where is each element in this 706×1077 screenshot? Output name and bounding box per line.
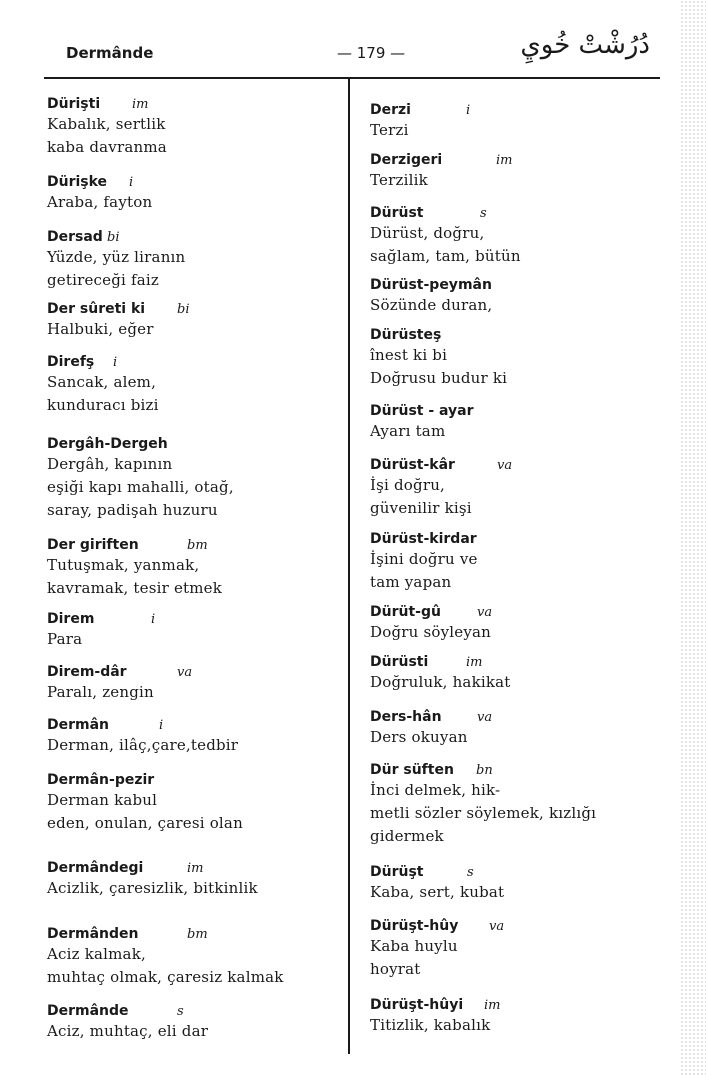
entry-headword: Der sûreti ki <box>47 301 146 317</box>
entry-definition-line: Dürüst, doğru, <box>370 224 485 242</box>
entry-headword: Dürüst <box>370 205 424 221</box>
entry-grammar-tag: va <box>477 710 493 725</box>
entry-headword: Dürüsti <box>370 654 429 670</box>
running-head-arabic: دُرُشْتْ خُويِ <box>520 30 650 60</box>
entry-definition-line: Yüzde, yüz liranın <box>47 248 186 266</box>
entry-definition-line: Halbuki, eğer <box>47 320 154 338</box>
entry-definition-line: güvenilir kişi <box>370 499 472 517</box>
entry-headword: Dürüşt-hûyi <box>370 997 464 1013</box>
entry-definition-line: Doğru söyleyan <box>370 623 492 641</box>
page-number: — 179 — <box>337 44 406 62</box>
entry-headword: Dürüst-kirdar <box>370 531 477 547</box>
entry-grammar-tag: bm <box>187 538 208 553</box>
entry-grammar-tag: bm <box>187 927 208 942</box>
entry-definition-line: Terzilik <box>370 171 428 189</box>
entry-definition-line: Araba, fayton <box>47 193 153 211</box>
entry-definition-line: Doğruluk, hakikat <box>370 673 511 691</box>
entry-definition-line: kavramak, tesir etmek <box>47 579 223 597</box>
entry-headword: Dürüşt <box>370 864 424 880</box>
entry-grammar-tag: i <box>151 612 156 627</box>
entry-definition-line: Kaba huylu <box>370 937 458 955</box>
entry-definition-line: sağlam, tam, bütün <box>370 247 521 265</box>
entry-grammar-tag: va <box>497 458 513 473</box>
column-divider <box>348 79 350 1054</box>
entry-grammar-tag: s <box>480 206 487 221</box>
entry-definition-line: Acizlik, çaresizlik, bitkinlik <box>47 879 258 897</box>
entry-grammar-tag: im <box>484 998 501 1013</box>
entry-definition-line: Paralı, zengin <box>47 683 154 701</box>
entry-definition-line: înest ki bi <box>370 346 448 364</box>
entry-definition-line: eden, onulan, çaresi olan <box>47 814 243 832</box>
entry-definition-line: kunduracı bizi <box>47 396 159 414</box>
entry-grammar-tag: i <box>466 103 471 118</box>
entry-definition-line: Sancak, alem, <box>47 373 157 391</box>
entry-definition-line: Tutuşmak, yanmak, <box>47 556 200 574</box>
entry-grammar-tag: im <box>132 97 149 112</box>
entry-grammar-tag: s <box>467 865 474 880</box>
entry-grammar-tag: bi <box>177 302 190 317</box>
entry-headword: Dermân <box>47 717 110 733</box>
entry-headword: Dergâh-Dergeh <box>47 436 168 452</box>
entry-headword: Dermândegi <box>47 860 144 876</box>
header-rule <box>44 77 660 79</box>
scan-edge-texture <box>680 0 706 1077</box>
entry-definition-line: getireceği faiz <box>47 271 159 289</box>
entry-headword: Dür süften <box>370 762 454 778</box>
entry-definition-line: Ayarı tam <box>370 422 446 440</box>
entry-headword: Dürişti <box>47 96 101 112</box>
entry-definition-line: Derman, ilâç,çare,tedbir <box>47 736 239 754</box>
entry-grammar-tag: im <box>187 861 204 876</box>
running-head-left: Dermânde <box>66 44 154 62</box>
entry-definition-line: Kaba, sert, kubat <box>370 883 505 901</box>
entry-definition-line: Titizlik, kabalık <box>370 1016 491 1034</box>
entry-headword: Dermânden <box>47 926 139 942</box>
entry-grammar-tag: s <box>177 1004 184 1019</box>
entry-headword: Dermân-pezir <box>47 772 155 788</box>
entry-definition-line: muhtaç olmak, çaresiz kalmak <box>47 968 284 986</box>
entry-headword: Dürüst - ayar <box>370 403 474 419</box>
entry-definition-line: Aciz kalmak, <box>47 945 146 963</box>
entry-definition-line: saray, padişah huzuru <box>47 501 218 519</box>
entry-headword: Dürişke <box>47 174 108 190</box>
entry-definition-line: Kabalık, sertlik <box>47 115 166 133</box>
entry-definition-line: Terzi <box>370 121 409 139</box>
entry-definition-line: Derman kabul <box>47 791 158 809</box>
entry-definition-line: Ders okuyan <box>370 728 468 746</box>
entry-grammar-tag: i <box>113 355 118 370</box>
entry-headword: Ders-hân <box>370 709 442 725</box>
entry-definition-line: metli sözler söylemek, kızlığı <box>370 804 597 822</box>
entry-headword: Dersad <box>47 229 103 245</box>
entry-definition-line: İnci delmek, hik- <box>370 781 501 799</box>
entry-definition-line: Aciz, muhtaç, eli dar <box>47 1022 209 1040</box>
entry-definition-line: hoyrat <box>370 960 421 978</box>
entry-headword: Dürüt-gû <box>370 604 441 620</box>
entry-headword: Derzi <box>370 102 411 118</box>
entry-definition-line: kaba davranma <box>47 138 167 156</box>
entry-grammar-tag: va <box>489 919 505 934</box>
entry-definition-line: Dergâh, kapının <box>47 455 173 473</box>
entry-headword: Dürüsteş <box>370 327 442 343</box>
entry-definition-line: gidermek <box>370 827 444 845</box>
entry-definition-line: tam yapan <box>370 573 452 591</box>
entry-definition-line: eşiği kapı mahalli, otağ, <box>47 478 234 496</box>
entry-grammar-tag: i <box>159 718 164 733</box>
entry-definition-line: Para <box>47 630 83 648</box>
entry-headword: Direm-dâr <box>47 664 127 680</box>
entry-definition-line: İşi doğru, <box>370 476 446 494</box>
entry-definition-line: Sözünde duran, <box>370 296 493 314</box>
entry-grammar-tag: i <box>129 175 134 190</box>
entry-headword: Direfş <box>47 354 95 370</box>
entry-grammar-tag: bn <box>476 763 493 778</box>
entry-grammar-tag: va <box>477 605 493 620</box>
entry-definition-line: Doğrusu budur ki <box>370 369 508 387</box>
entry-definition-line: İşini doğru ve <box>370 550 478 568</box>
entry-headword: Dürüşt-hûy <box>370 918 459 934</box>
entry-grammar-tag: im <box>466 655 483 670</box>
entry-grammar-tag: im <box>496 153 513 168</box>
entry-grammar-tag: bi <box>107 230 120 245</box>
entry-grammar-tag: va <box>177 665 193 680</box>
entry-headword: Direm <box>47 611 95 627</box>
entry-headword: Derzigeri <box>370 152 443 168</box>
entry-headword: Dermânde <box>47 1003 129 1019</box>
entry-headword: Dürüst-kâr <box>370 457 455 473</box>
entry-headword: Der giriften <box>47 537 139 553</box>
entry-headword: Dürüst-peymân <box>370 277 492 293</box>
